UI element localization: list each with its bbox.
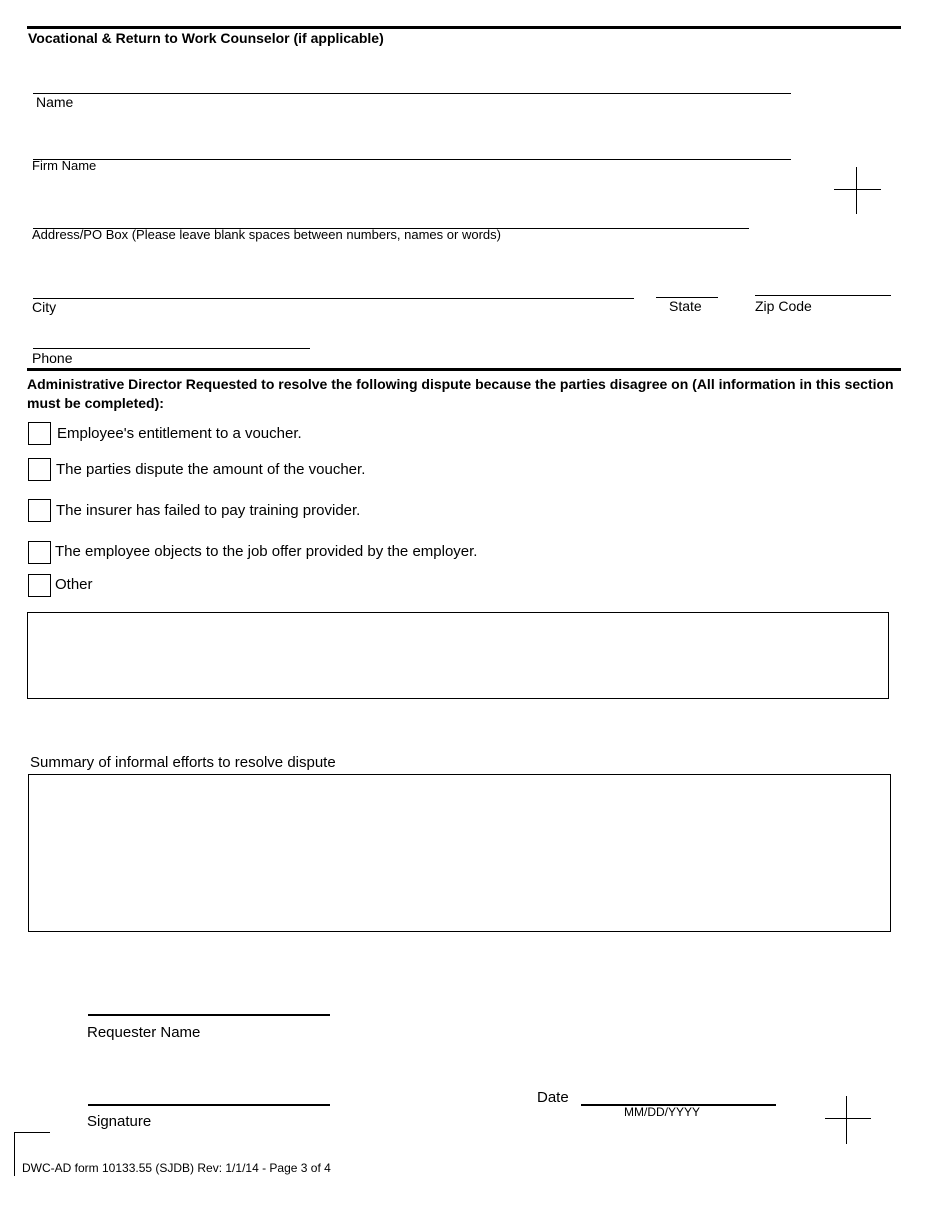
corner-mark-horizontal bbox=[14, 1132, 50, 1133]
requester-name-label: Requester Name bbox=[87, 1024, 201, 1041]
requester-name-line[interactable] bbox=[88, 1014, 330, 1016]
firm-name-label: Firm Name bbox=[32, 158, 97, 173]
dispute-section-heading: Administrative Director Requested to resolve the following dispute because the parties disagree on (All information in this section must be completed): bbox=[27, 376, 894, 411]
date-label: Date bbox=[537, 1089, 569, 1106]
option-job-offer-objection-label: The employee objects to the job offer provided by the employer. bbox=[55, 543, 478, 560]
summary-label: Summary of informal efforts to resolve dispute bbox=[30, 754, 336, 771]
checkbox-other[interactable] bbox=[28, 574, 51, 597]
registration-mark-bottom-horizontal bbox=[825, 1118, 871, 1119]
summary-textbox[interactable] bbox=[28, 774, 891, 932]
checkbox-insurer-failed-pay[interactable] bbox=[28, 499, 51, 522]
registration-mark-vertical bbox=[856, 167, 857, 214]
other-details-textbox[interactable] bbox=[27, 612, 889, 699]
dispute-section-rule bbox=[27, 368, 901, 371]
firm-name-field[interactable] bbox=[33, 126, 791, 160]
corner-mark-vertical bbox=[14, 1132, 15, 1176]
address-field[interactable] bbox=[33, 195, 749, 229]
address-label: Address/PO Box (Please leave blank spaces between numbers, names or words) bbox=[32, 227, 501, 242]
city-label: City bbox=[32, 299, 57, 315]
phone-label: Phone bbox=[32, 350, 73, 366]
state-label: State bbox=[669, 298, 702, 314]
registration-mark-bottom-vertical bbox=[846, 1096, 847, 1144]
signature-label: Signature bbox=[87, 1113, 152, 1130]
option-voucher-entitlement-label: Employee's entitlement to a voucher. bbox=[57, 425, 302, 442]
counselor-section-heading: Vocational & Return to Work Counselor (if applicable) bbox=[28, 30, 384, 46]
section-top-rule bbox=[27, 26, 901, 29]
name-label: Name bbox=[36, 94, 74, 110]
date-format-hint: MM/DD/YYYY bbox=[624, 1105, 701, 1119]
checkbox-voucher-amount[interactable] bbox=[28, 458, 51, 481]
form-footer-id: DWC-AD form 10133.55 (SJDB) Rev: 1/1/14 - Page 3 of 4 bbox=[22, 1161, 331, 1175]
state-field[interactable] bbox=[656, 265, 718, 298]
phone-field[interactable] bbox=[33, 315, 310, 349]
counselor-name-field[interactable] bbox=[33, 60, 791, 94]
registration-mark-horizontal bbox=[834, 189, 881, 190]
option-insurer-failed-pay-label: The insurer has failed to pay training provider. bbox=[56, 502, 361, 519]
city-field[interactable] bbox=[33, 265, 634, 299]
checkbox-voucher-entitlement[interactable] bbox=[28, 422, 51, 445]
signature-line[interactable] bbox=[88, 1104, 330, 1106]
option-voucher-amount-label: The parties dispute the amount of the voucher. bbox=[56, 461, 366, 478]
option-other-label: Other bbox=[55, 576, 93, 593]
zip-code-field[interactable] bbox=[755, 263, 891, 296]
zip-code-label: Zip Code bbox=[755, 298, 812, 314]
checkbox-job-offer-objection[interactable] bbox=[28, 541, 51, 564]
